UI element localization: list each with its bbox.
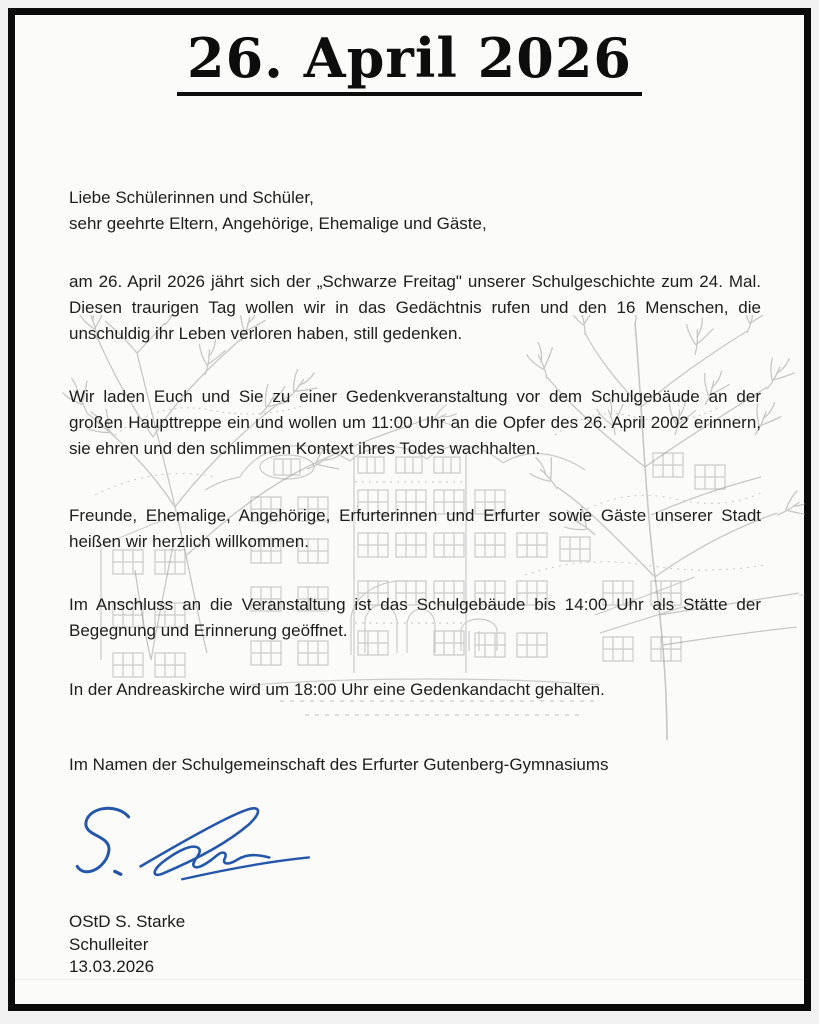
title-container (15, 26, 804, 96)
paragraph-welcome: Freunde, Ehemalige, Angehörige, Erfurterinnen und Erfurter sowie Gäste unserer Stadt heißen wir herzlich willkommen. (69, 506, 761, 551)
scan-artifact-line (15, 979, 804, 980)
handwritten-signature-icon (65, 801, 333, 905)
signature-block (69, 911, 185, 979)
sender-name: OStD S. Starke (69, 912, 186, 931)
sender-date: 13.03.2026 (69, 957, 155, 976)
salutation-line-parents: sehr geehrte Eltern, Angehörige, Ehemalige und Gäste, (69, 214, 487, 233)
paragraph-church-service: In der Andreaskirche wird um 18:00 Uhr eine Gedenkandacht gehalten. (69, 680, 605, 699)
sender-role: Schulleiter (69, 934, 149, 954)
paragraph-on-behalf: Im Namen der Schulgemeinschaft des Erfurter Gutenberg-Gymnasiums (69, 755, 609, 774)
salutation (69, 185, 761, 237)
paragraph-invitation: Wir laden Euch und Sie zu einer Gedenkveranstaltung vor dem Schulgebäude an der großen Haupttreppe ein und wollen um 11:00 Uhr an die Opfer des 26. April 2002 erinnern, sie ehren und den schlimmen Kontext ihres Todes wachhalten. (69, 387, 761, 458)
paragraph-anniversary: am 26. April 2026 jährt sich der „Schwarze Freitag" unserer Schulgeschichte zum 24. Mal. Diesen traurigen Tag wollen wir in das Gedächtnis rufen und den 16 Menschen, die unschuldig ihr Leben verloren haben, still gedenken. (69, 272, 761, 343)
page-frame-border (8, 8, 811, 1011)
salutation-line-students: Liebe Schülerinnen und Schüler, (69, 188, 314, 207)
page-title: 26. April 2026 (177, 29, 642, 96)
paragraph-open-house: Im Anschluss an die Veranstaltung ist das Schulgebäude bis 14:00 Uhr als Stätte der Begegnung und Erinnerung geöffnet. (69, 595, 761, 640)
